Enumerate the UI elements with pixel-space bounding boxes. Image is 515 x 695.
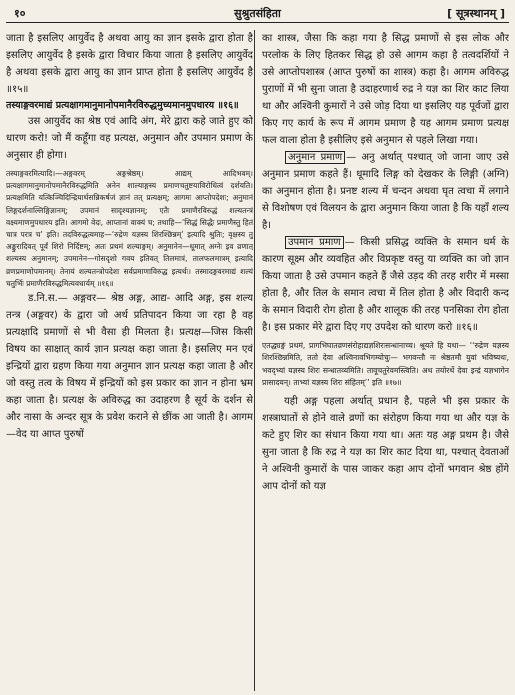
page-number: १० xyxy=(14,7,26,20)
dns-text: — अङ्गवर— श्रेष्ठ अङ्ग, आद्य- आदि अङ्ग, इस शल्य तन्त्र (अङ्गवर) के द्वारा जो अर्थ प्रतिपादन किया जा रहा है वह प्रत्यक्षादि प्रमाणों से भी वैसा ही मिलता है। प्रत्यक्ष—जिस किसी विषय का साक्षात् कार्य ज्ञान प्रत्यक्ष कहा जाता है। इसलिए मन एवं इन्द्रियों द्वारा ग्रहण किया गया अनुमान ज्ञान प्रत्यक्ष कहा जाता है और जो वस्तु तत्व के विषय में इन्द्रियों को इस प्रकार का ज्ञान न होना भ्रम कहा जाता है। प्रत्यक्ष के अविरुद्ध का उदाहरण है सूर्य के दर्शन से और नासा के अन्दर सूत्र के प्रवेश कराने से छींक आ जाती है। आगम—वेद या आप्त पुरुषों xyxy=(6,293,253,441)
left-dns-paragraph xyxy=(6,290,253,443)
upamana-label: उपमान प्रमाण xyxy=(285,236,344,249)
left-sanskrit-verse: तस्याङ्गवरमाद्यं प्रत्यक्षागमानुमानोपमानैरविरुद्धमुच्यमानमुपधारय ॥१६॥ xyxy=(6,100,239,111)
right-sanskrit-verse: एतद्ध्यङ्गं प्रथमं, प्रागभिघातव्रणसंरोहाद्यज्ञशिरःसन्धानाच्च। श्रूयते हि यथा— ‘‘रुद्रेण यज्ञस्य शिरश्छिन्नमिति, ततो देवा अश्विनावभिगम्योचुः— भगवन्तौ नः श्रेष्ठतमौ युवां भविष्यथः, भवद्भ्यां यज्ञस्य शिरः सन्धातव्यमिति। तावूचतुरेवमस्त्विति। अथ तयोरर्थे देवा इन्द्रं यज्ञभागेन प्रासादयन्। ताभ्यां यज्ञस्य शिरः संहितम्’’ इति ॥१७॥ xyxy=(262,341,509,387)
right-paragraph-1: का शास्त्र, जैसा कि कहा गया है सिद्ध प्रमाणों से इस लोक और परलोक के लिए हितकर सिद्ध हो उसे आगम कहा है तत्वदर्शियों ने उसे आप्तोपशास्त्र (आप्त पुरुषों का शास्त्र) कहा है। आगम अविरुद्ध पुराणों में भी सुना जाता है उदाहरणार्थ रुद्र ने यज्ञ का शिर काट लिया था और अश्विनी कुमारों ने उसे जोड़ दिया था इसलिए यह पूर्वजों द्वारा किए गए कार्य के रूप में आगम प्रमाण है यह आगम प्रमाण प्रत्यक्ष फल वाला होता है इसीलिए इसे अनुमान से पहले लिखा गया। xyxy=(262,33,509,146)
anumana-label: अनुमान प्रमाण xyxy=(285,151,345,164)
right-translation-text: यही अङ्ग पहला अर्थात् प्रधान है, पहले भी इस प्रकार के शस्त्राघातों से होने वाले व्रणों का संरोहण किया गया था और यज्ञ के कटे हुए शिर का संधान किया गया था। अतः यह अङ्ग प्रथम है। जैसे सुना जाता है कि रुद्र ने यज्ञ का शिर काट दिया था, पश्चात् देवताओं ने अश्विनी कुमारों के पास जाकर कहा आप दोनों भगवान श्रेष्ठ होंगे आप दोनों को यज्ञ xyxy=(262,396,509,493)
anumana-paragraph xyxy=(262,149,509,234)
upamana-paragraph xyxy=(262,234,509,336)
page-header xyxy=(6,4,509,23)
two-column-body xyxy=(6,30,509,691)
upamana-text: — किसी प्रसिद्ध व्यक्ति के समान धर्म के कारण सूक्ष्म और व्यवहित और विप्रकृष्ट वस्तु या व्यक्ति का जो ज्ञान किया जाता है उसे उपमान कहते हैं जैसे उड़द की तरह शरीर में मस्सा होता है, और तिल के समान त्वचा में तिल होता है और विदारी कन्द के समान विदारी रोग होता है और शालूक की तरह पनसिका रोग होता है। इस प्रकार मेरे द्वारा दिए गए उपदेश को धारण करो ॥१६॥ xyxy=(262,237,509,333)
left-column xyxy=(6,30,253,691)
right-column xyxy=(262,30,509,691)
right-translation-paragraph xyxy=(262,393,509,495)
column-divider xyxy=(254,30,255,691)
left-translation-paragraph xyxy=(6,113,253,164)
page-title: सुश्रुतसंहिता xyxy=(234,7,281,20)
left-sanskrit-commentary: तस्याङ्गवरमित्यादि।—अङ्गवरम् अङ्गश्रेष्ठम्। आद्यम् आदिभवम्। प्रत्यक्षागमानुमानोपमानैरविरुद्धमिति अनेन शाल्याङ्गस्य प्रमाणचतुष्टयाविरोधित्वं दर्शयति। प्रत्यक्षमिति यत्किञ्चिदिन्द्रियार्थसन्निकर्षजं ज्ञानं तत् प्रत्यक्षम्; आगमः आप्तोपदेशः; अनुमानं लिङ्गदर्शनाल्लिङ्गिज्ञानम्; उपमानं सादृश्यज्ञानम्; एतैः प्रमाणैरविरुद्धं शल्यतन्त्रं वक्ष्यमाणमुपधारय इति। आगमो वेदः, आप्तानां वाक्यं च; तथाहि—‘सिद्धं सिद्धैः प्रमाणैस्तु हितं चात्र परत्र च’ इति। तदविरुद्धत्वमाह—‘रुद्रेण यज्ञस्य शिरश्छिन्नम्’ इत्यादि श्रुतिः; वृक्षस्य तु अङ्कुरादिवत् पूर्वं शिरो निर्दिष्टम्; अतः प्रथमं शल्याङ्गम्। अनुमानेन—धूमात् अग्नेः इव व्रणात् शल्यस्य अनुमानम्; उपमानेन—गोसदृशो गवय इतिवत् तिलमात्रं, तालफलमात्रम् इत्यादि व्रणप्रमाणोपमानम्। तेनायं शल्यतन्त्रोपदेशः सर्वप्रमाणाविरुद्ध इत्यर्थः। तस्मादङ्गवरमाद्यं शल्यं चतुर्भिः प्रमाणैरविरुद्धमित्यवधार्यम् ॥१६॥ xyxy=(6,169,253,288)
section-name: [ सूत्रस्थानम् ] xyxy=(447,7,505,20)
anumana-text: — अनु अर्थात् पश्चात् जो जाना जाए उसे अनुमान प्रमाण कहते हैं। धूमादि लिङ्ग को देखकर के लिङ्गी (अग्नि) का अनुमान होता है। प्रनष्ट शल्य में चन्दन अथवा घृत त्वचा में लगाने से विशोषण एवं विलयन के द्वारा अनुमान किया जाता है कि यहाँ शल्य है। xyxy=(262,152,509,231)
left-translation-text: उस आयुर्वेद का श्रेष्ठ एवं आदि अंग, मेरे द्वारा कहे जाते हुए को धारण करो! जो मैं कहूँगा वह प्रत्यक्ष, अनुमान और उपमान प्रमाण के अनुसार ही होगा। xyxy=(6,116,253,161)
dns-label: ड.नि.स. xyxy=(28,293,58,305)
left-paragraph-1: जाता है इसलिए आयुर्वेद है अथवा आयु का ज्ञान इसके द्वारा होता है इसलिए आयुर्वेद है इसके द्वारा विचार किया जाता है इसलिए आयुर्वेद है अथवा इसके द्वारा आयु का ज्ञान प्राप्त होता है इसलिए आयुर्वेद है ॥१५॥ xyxy=(6,33,253,95)
